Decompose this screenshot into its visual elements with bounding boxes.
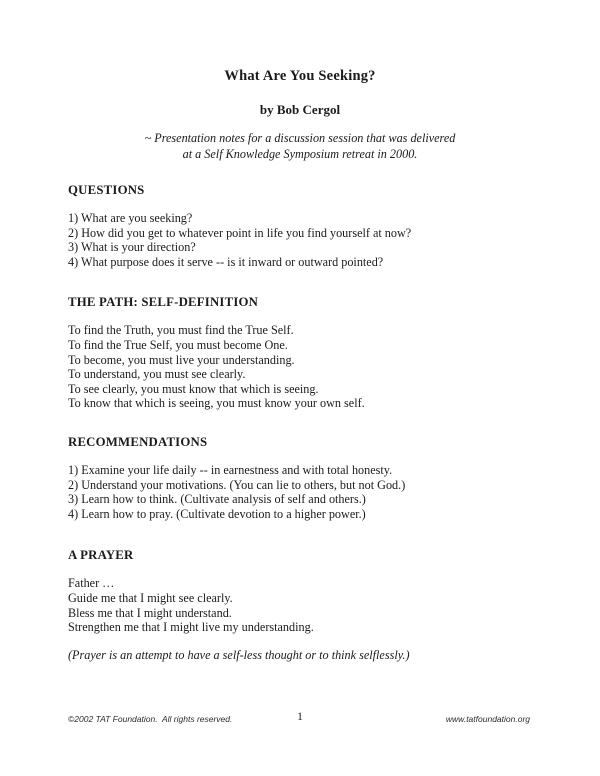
section-lines	[68, 211, 544, 269]
section-recommendations	[68, 435, 544, 521]
text-line: 4) What purpose does it serve -- is it inward or outward pointed?	[68, 254, 384, 269]
section-heading: A PRAYER	[68, 548, 134, 563]
text-line: To know that which is seeing, you must know your own self.	[68, 396, 365, 411]
intro-line: at a Self Knowledge Symposium retreat in 2000.	[182, 146, 418, 161]
prayer-note: (Prayer is an attempt to have a self-less thought or to think selflessly.)	[68, 647, 410, 662]
text-line: To understand, you must see clearly.	[68, 367, 246, 382]
text-line: To find the Truth, you must find the True Self.	[68, 323, 294, 338]
section-prayer	[68, 548, 544, 662]
text-line: 3) Learn how to think. (Cultivate analysis of self and others.)	[68, 492, 366, 507]
text-line: Father …	[68, 576, 115, 591]
section-lines	[68, 463, 544, 521]
document-body	[0, 183, 600, 662]
text-line: 1) Examine your life daily -- in earnestness and with total honesty.	[68, 462, 393, 477]
text-line: Guide me that I might see clearly.	[68, 590, 233, 605]
website-url: www.tatfoundation.org	[445, 714, 530, 724]
text-line: 2) How did you get to whatever point in life you find yourself at now?	[68, 225, 412, 240]
section-lines	[68, 323, 544, 411]
text-line: 4) Learn how to pray. (Cultivate devotion to a higher power.)	[68, 506, 366, 521]
page-footer	[0, 711, 600, 731]
text-line: To find the True Self, you must become One.	[68, 337, 288, 352]
intro-note	[0, 131, 600, 162]
copyright-text: ©2002 TAT Foundation. All rights reserved.	[68, 714, 233, 724]
text-line: To become, you must live your understanding.	[68, 352, 295, 367]
text-line: Strengthen me that I might live my understanding.	[68, 620, 314, 635]
page-title: What Are You Seeking?	[224, 68, 376, 84]
section-heading: THE PATH: SELF-DEFINITION	[68, 295, 259, 310]
section-heading: RECOMMENDATIONS	[68, 434, 208, 449]
section-lines	[68, 576, 544, 634]
text-line: Bless me that I might understand.	[68, 605, 232, 620]
page-number: 1	[297, 711, 303, 723]
text-line: 2) Understand your motivations. (You can lie to others, but not God.)	[68, 477, 406, 492]
text-line: To see clearly, you must know that which is seeing.	[68, 381, 319, 396]
text-line: 1) What are you seeking?	[68, 211, 193, 225]
intro-line: ~ Presentation notes for a discussion session that was delivered	[144, 131, 456, 145]
section-path	[68, 295, 544, 411]
section-questions	[68, 183, 544, 269]
section-heading: QUESTIONS	[68, 183, 145, 197]
text-line: 3) What is your direction?	[68, 240, 196, 255]
byline: by Bob Cergol	[259, 102, 341, 117]
